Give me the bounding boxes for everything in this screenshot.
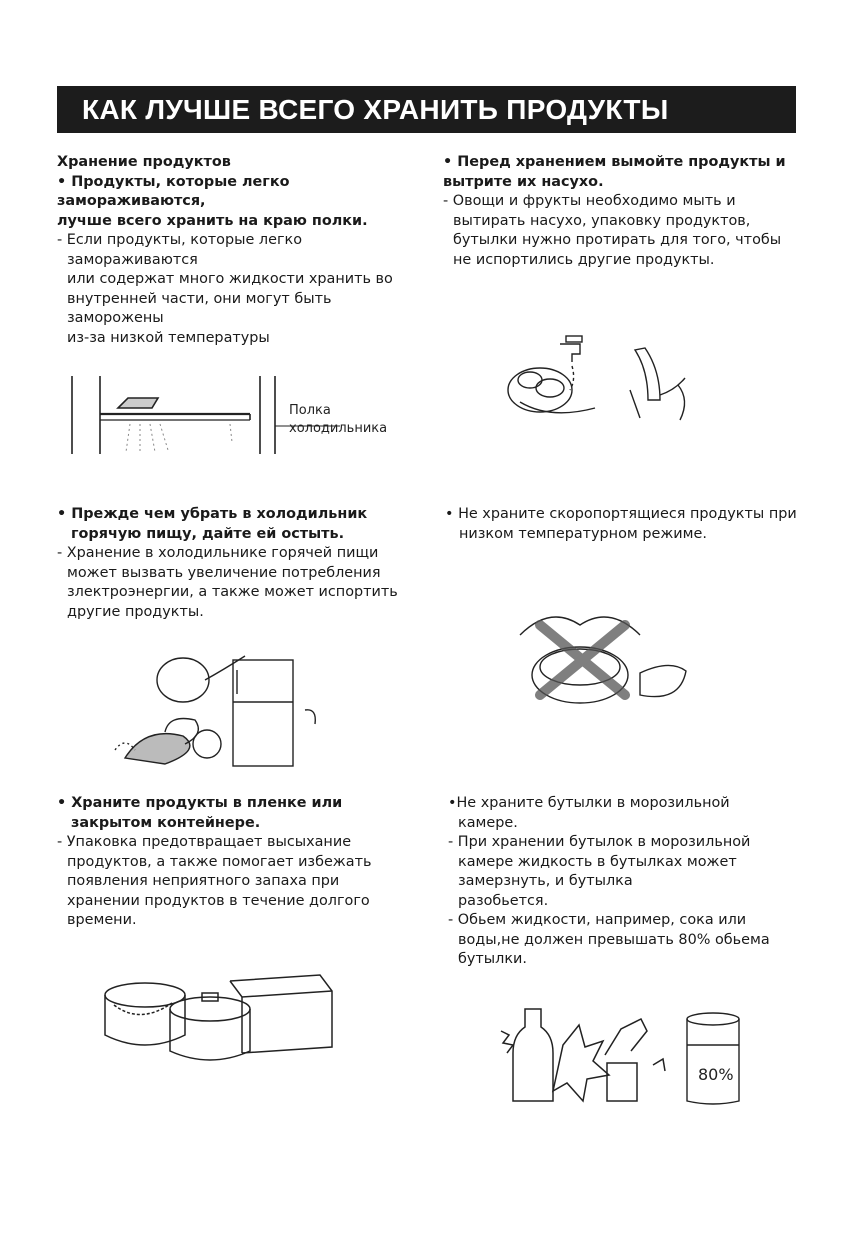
body-line: бутылки. [458, 951, 527, 967]
section-bottles-freezer [448, 794, 770, 970]
hot-food-fridge-illustration [105, 640, 345, 770]
glass-80-percent-label: 80% [698, 1065, 734, 1084]
section-edge-shelf [57, 153, 393, 348]
body-line: - При хранении бутылок в морозильной [448, 834, 751, 850]
body-line: •Не храните бутылки в морозильной [448, 795, 730, 811]
section-wrap-containers [57, 794, 371, 931]
body-line: - Хранение в холодильнике горячей пищи [57, 545, 379, 561]
bold-line: • Храните продукты в пленке или [57, 795, 343, 811]
broken-bottles-illustration [495, 1005, 755, 1110]
bold-line: лучше всего хранить на краю полки. [57, 212, 368, 229]
shelf-label-line: Полка [289, 403, 331, 418]
bold-line: • Перед хранением вымойте продукты и [443, 154, 786, 170]
section-perishables [445, 505, 797, 544]
bold-line: • Продукты, которые легко [57, 173, 290, 190]
section-wash-dry [443, 153, 786, 270]
title-banner [57, 86, 796, 133]
section-heading: Хранение продуктов [57, 154, 231, 170]
fridge-shelf-illustration [60, 372, 390, 457]
body-line: разобьется. [458, 892, 549, 909]
body-line: камере. [458, 814, 518, 831]
body-line: хранении продуктов в течение долгого [67, 892, 370, 909]
bold-line: • Прежде чем убрать в холодильник [57, 506, 368, 522]
body-line: из-за низкой температуры [67, 329, 270, 346]
body-line: - Если продукты, которые легко [57, 232, 303, 248]
body-line: вытирать насухо, упаковку продуктов, [453, 212, 751, 229]
body-line: появления неприятного запаха при [67, 873, 340, 889]
perishables-crossed-illustration [500, 595, 700, 715]
shelf-label-line: холодильника [289, 421, 388, 436]
body-line: внутренней части, они могут быть [67, 290, 332, 307]
body-line: времени. [67, 912, 137, 928]
section-cool-hot-food [57, 505, 398, 622]
bold-line: замораживаются, [57, 193, 206, 209]
body-line: бутылки нужно протирать для того, чтобы [453, 232, 782, 248]
body-line: злектроэнергии, а также может испортить [67, 584, 398, 600]
body-line: камере жидкость в бутылках может [458, 853, 737, 870]
body-line: - Овощи и фрукты необходимо мыть и [443, 193, 736, 209]
body-line: продуктов, а также помогает избежать [67, 853, 372, 870]
body-line: или содержат много жидкости хранить во [67, 271, 393, 287]
containers-illustration [100, 965, 340, 1070]
body-line: не испортились другие продукты. [453, 251, 715, 268]
shelf-label [289, 403, 387, 436]
bold-line: закрытом контейнере. [71, 814, 261, 831]
body-line: • Не храните скоропортящиеся продукты при [445, 506, 797, 522]
bold-line: горячую пищу, дайте ей остыть. [71, 525, 345, 542]
body-line: замерзнуть, и бутылка [458, 873, 633, 889]
body-line: может вызвать увеличение потребления [67, 564, 381, 581]
body-line: низком температурном режиме. [459, 525, 707, 542]
bold-line: вытрите их насухо. [443, 173, 604, 190]
body-line: - Упаковка предотвращает высыхание [57, 834, 352, 850]
body-line: воды,не должен превышать 80% обьема [458, 931, 770, 948]
page-title: КАК ЛУЧШЕ ВСЕГО ХРАНИТЬ ПРОДУКТЫ [82, 94, 669, 125]
washing-produce-illustration [500, 330, 700, 425]
body-line: другие продукты. [67, 603, 204, 620]
body-line: замораживаются [67, 251, 198, 268]
body-line: заморожены [67, 310, 164, 326]
body-line: - Обьем жидкости, например, сока или [448, 912, 747, 928]
